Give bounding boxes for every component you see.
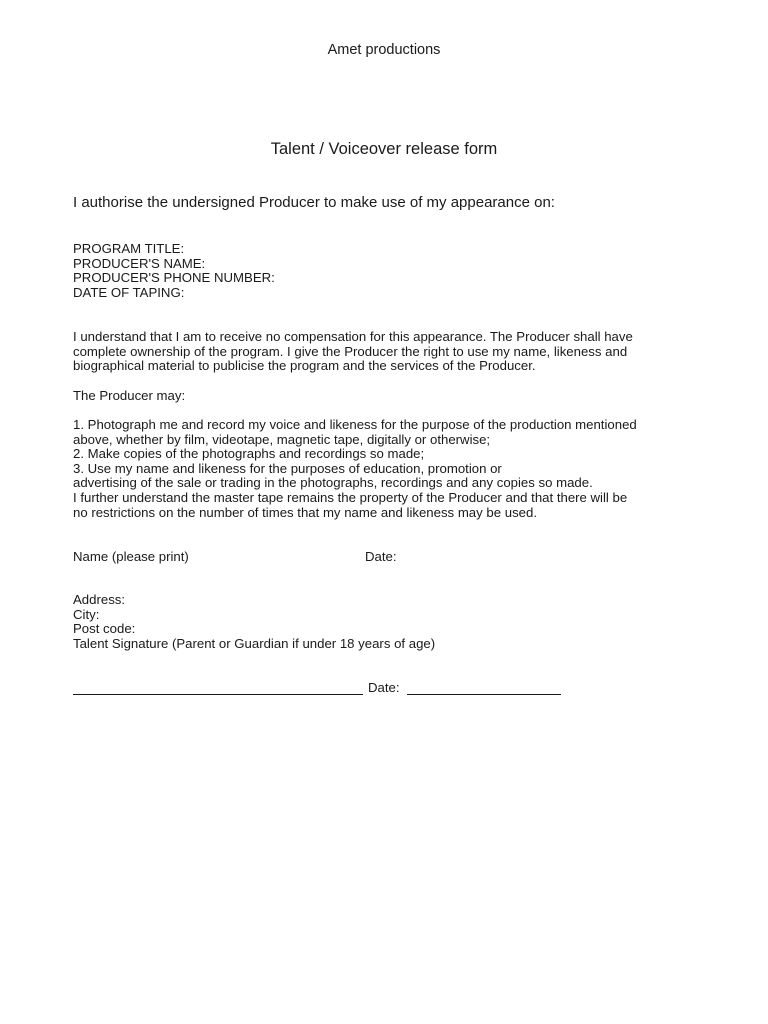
field-program-title: PROGRAM TITLE: [73,241,185,256]
rights-line: above, whether by film, videotape, magnetic tape, digitally or otherwise; [73,431,491,447]
date-label: Date: [365,549,397,564]
field-date-of-taping: DATE OF TAPING: [73,284,185,300]
city-label: City: [73,606,100,622]
name-print-label: Name (please print) [73,549,189,564]
address-block [73,593,713,651]
paragraph-line: complete ownership of the program. I give the Producer the right to use my name, likeness and [73,343,628,359]
field-producer-phone: PRODUCER'S PHONE NUMBER: [73,270,275,286]
signature-date-label: Date: [368,680,400,695]
address-label: Address: [73,592,126,607]
intro-text: I authorise the undersigned Producer to make use of my appearance on: [73,194,555,211]
talent-signature-label: Talent Signature (Parent or Guardian if under 18 years of age) [73,635,436,651]
signature-line [73,694,363,695]
rights-line: advertising of the sale or trading in the photographs, recordings and any copies so made. [73,475,593,491]
company-name: Amet productions [327,42,441,58]
name-date-row [73,549,713,565]
rights-list [73,418,713,520]
field-producer-name: PRODUCER'S NAME: [73,255,206,271]
rights-line: 1. Photograph me and record my voice and likeness for the purpose of the production mentioned [73,417,637,432]
signature-line-row [73,680,713,698]
rights-line: 2. Make copies of the photographs and recordings so made; [73,446,425,462]
program-fields [73,242,713,300]
signature-date-line [407,694,561,695]
post-code-label: Post code: [73,621,136,637]
rights-line: no restrictions on the number of times that my name and likeness may be used. [73,504,537,520]
paragraph-line: biographical material to publicise the program and the services of the Producer. [73,358,536,374]
rights-line: 3. Use my name and likeness for the purposes of education, promotion or [73,460,502,476]
paragraph-line: I understand that I am to receive no compensation for this appearance. The Producer shall have [73,329,633,344]
producer-may-heading: The Producer may: [73,388,186,403]
form-title: Talent / Voiceover release form [270,140,498,158]
rights-line: I further understand the master tape remains the property of the Producer and that there will be [73,489,628,505]
compensation-paragraph [73,330,713,374]
